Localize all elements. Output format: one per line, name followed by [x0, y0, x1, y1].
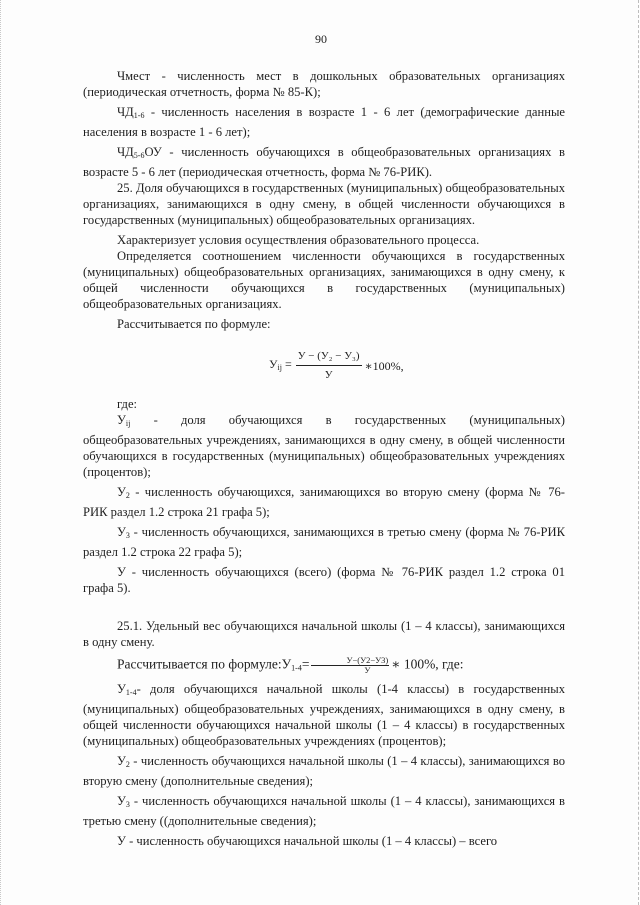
- symbol-subscript: 2: [125, 491, 130, 500]
- symbol: У: [117, 753, 126, 768]
- paragraph-formula-intro: Рассчитывается по формуле:: [117, 317, 271, 331]
- symbol-subscript: 3: [125, 531, 130, 540]
- paragraph-item-25: 25. Доля обучающихся в государственных (муниципальных) общеобразовательных организациях, занимающихся в одну смену, в общей численности обучающихся в государственных (муниципальных) общеобразовательных организациях.: [83, 181, 565, 227]
- paragraph-item-25-1: 25.1. Удельный вес обучающихся начальной школы (1 – 4 классы), занимающихся в одну смену.: [83, 619, 565, 649]
- paragraph-uij: [83, 412, 565, 480]
- paragraph-chd56: [83, 144, 565, 180]
- formula-2-suffix: ∗ 100%, где:: [391, 656, 464, 672]
- paragraph-text: - доля обучающихся в государственных (муниципальных) общеобразовательных учреждениях, занимающихся в одну смену, в общей численности обучающихся в государственных (муниципальных) общеобразовательных учреждениях (процентов);: [83, 413, 565, 479]
- symbol: У: [117, 413, 126, 427]
- paragraph-text: - доля обучающихся начальной школы (1-4 классы) в государственных (муниципальных) общеобразовательных учреждениях, занимающихся в одну смену, в общей численности обучающихся начальной школы (1 – 4 классы) в государственных (муниципальных) общеобразовательных учреждениях (процентов);: [83, 681, 565, 748]
- formula-numerator: У − (У₂ − У₃): [296, 348, 362, 366]
- paragraph-chmest: Чмест - численность мест в дошкольных образовательных организациях (периодическая отчетность, форма № 85-К);: [83, 69, 565, 99]
- formula-2-equals: =: [301, 656, 310, 672]
- formula-lhs: У: [269, 356, 278, 371]
- formula-equals: =: [281, 356, 292, 371]
- paragraph-where: где:: [117, 397, 138, 411]
- document-body: [83, 68, 565, 849]
- paragraph-text: - численность обучающихся, занимающихся во вторую смену (форма № 76-РИК раздел 1.2 строка 21 графа 5);: [83, 485, 565, 519]
- formula-2-fraction: [311, 656, 389, 675]
- formula-denominator: У: [324, 369, 333, 381]
- formula-tail: ∗100%,: [364, 358, 404, 373]
- paragraph-formula-2: [83, 656, 565, 677]
- symbol: У: [117, 485, 126, 499]
- symbol: У: [117, 681, 126, 696]
- symbol-suffix: ОУ: [144, 145, 162, 159]
- paragraph-u-total: У - численность обучающихся (всего) (форма № 76-РИК раздел 1.2 строка 01 графа 5).: [83, 565, 565, 595]
- symbol: ЧД: [117, 145, 134, 159]
- paragraph-text: - численность обучающихся начальной школы (1 – 4 классы), занимающихся в третью смену ((дополнительные сведения);: [83, 793, 565, 828]
- paragraph-u2-primary: [83, 753, 565, 789]
- symbol-subscript: 3: [125, 799, 130, 809]
- paragraph-defined: Определяется соотношением численности обучающихся в государственных (муниципальных) общеобразовательных организациях, занимающихся в одну смену, к общей численности обучающихся в государственных (муниципальных) общеобразовательных организациях.: [83, 249, 565, 311]
- symbol: У: [117, 525, 126, 539]
- formula-2-numerator: У−(У2−У3): [311, 656, 389, 666]
- formula-1: [83, 340, 565, 390]
- paragraph-u3: [83, 524, 565, 560]
- paragraph-chd16: [83, 104, 565, 140]
- paragraph-text: - численность населения в возрасте 1 - 6 лет (демографические данные населения в возрасте 1 - 6 лет);: [83, 105, 565, 139]
- paragraph-text: - численность обучающихся в общеобразовательных организациях в возрасте 5 - 6 лет (периодическая отчетность, форма № 76-РИК).: [83, 145, 565, 179]
- paragraph-u-primary-total: У - численность обучающихся начальной школы (1 – 4 классы) – всего: [117, 833, 498, 848]
- paragraph-text: - численность обучающихся начальной школы (1 – 4 классы), занимающихся во вторую смену (дополнительные сведения);: [83, 753, 565, 788]
- symbol-subscript: 1-4: [125, 687, 137, 697]
- symbol-subscript: ij: [125, 419, 131, 428]
- paragraph-characterizes: Характеризует условия осуществления образовательного процесса.: [117, 233, 480, 247]
- symbol-subscript: 2: [125, 759, 130, 769]
- formula-2-lhs-subscript: 1-4: [291, 663, 302, 673]
- paragraph-u14: [83, 681, 565, 749]
- symbol: ЧД: [117, 105, 134, 119]
- symbol-subscript: 1-6: [133, 111, 145, 120]
- paragraph-text: - численность обучающихся, занимающихся в третью смену (форма № 76-РИК раздел 1.2 строка 22 графа 5);: [83, 525, 565, 559]
- paragraph-u2: [83, 484, 565, 520]
- symbol: У: [117, 793, 126, 808]
- page-number: 90: [315, 32, 327, 46]
- formula-2-denominator: У: [364, 665, 371, 675]
- formula-lhs-subscript: ij: [277, 362, 282, 372]
- paragraph-u3-primary: [83, 793, 565, 829]
- formula-2-prefix: Рассчитывается по формуле:У: [117, 656, 292, 672]
- symbol-subscript: 5-6: [133, 151, 145, 160]
